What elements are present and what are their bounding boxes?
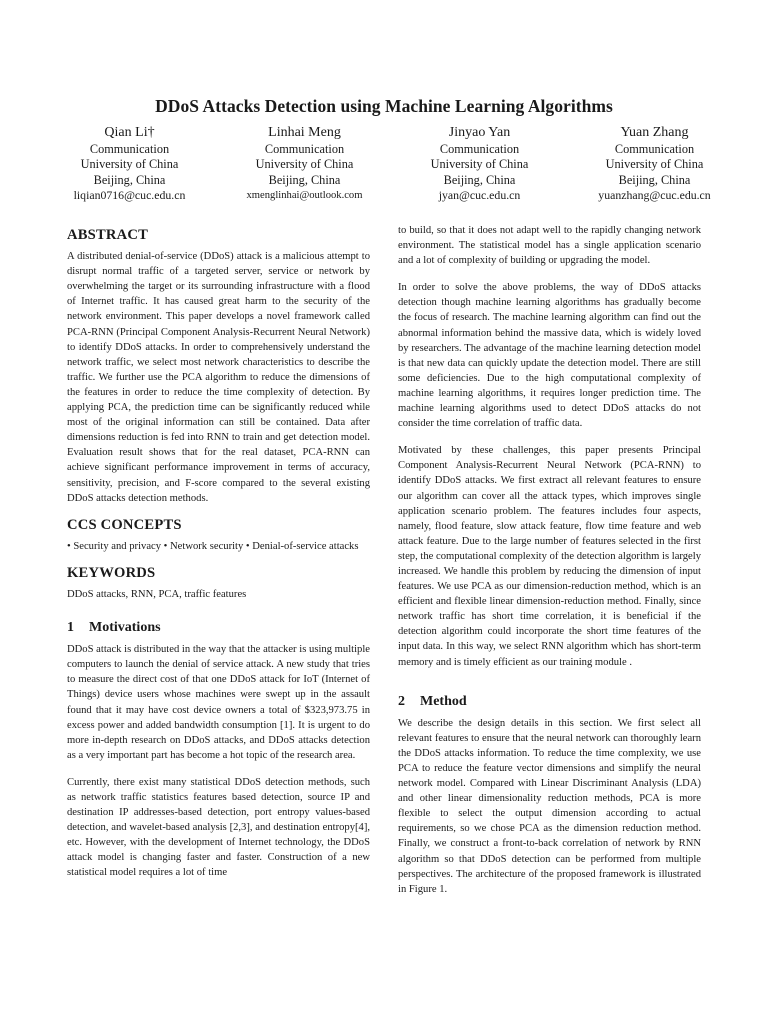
author-dept: Communication <box>89 142 170 157</box>
author-dept: Communication <box>439 142 520 157</box>
author-univ: University of China <box>430 157 529 172</box>
keywords-text: DDoS attacks, RNN, PCA, traffic features <box>67 588 247 600</box>
section-number: 2 <box>398 693 405 709</box>
author-email: yuanzhang@cuc.edu.cn <box>598 187 711 202</box>
author-dept: Communication <box>264 142 345 157</box>
author-email: jyan@cuc.edu.cn <box>438 187 521 202</box>
author-city: Beijing, China <box>268 172 341 187</box>
author-4 <box>567 125 742 203</box>
keywords-heading: KEYWORDS <box>67 564 156 581</box>
author-email: liqian0716@cuc.edu.cn <box>73 187 186 202</box>
right-column <box>398 223 701 909</box>
author-city: Beijing, China <box>93 172 166 187</box>
author-city: Beijing, China <box>618 172 691 187</box>
author-name: Yuan Zhang <box>620 125 689 140</box>
author-univ: University of China <box>605 157 704 172</box>
section-1-paragraph: In order to solve the above problems, the way of DDoS attacks detection though machine learning algorithms has gradually become the focus of research. The machine learning algorithm can find out the abnormal information behind the massive data, which is widely loved by researchers. The advantage of the machine learning detection model is that new data can quickly update the detection model. There are still some deficiencies. Due to the high computational complexity of machine learning algorithms, it requires longer prediction time. The machine learning algorithms used to detect DDoS attacks do not consider the time correlation of traffic data. <box>398 282 701 430</box>
section-title: Method <box>420 693 467 709</box>
author-1 <box>42 125 217 203</box>
ccs-text: • Security and privacy • Network security • Denial-of-service attacks <box>67 540 359 552</box>
author-3 <box>392 125 567 203</box>
author-2 <box>217 125 392 203</box>
author-block <box>42 125 742 203</box>
author-univ: University of China <box>80 157 179 172</box>
ccs-heading: CCS CONCEPTS <box>67 516 182 533</box>
section-2-paragraph: We describe the design details in this section. We first select all relevant features to ensure that the neural network can thoroughly learn the DDoS attacks information. To reduce the time complexity, we use PCA to reduce the feature vector dimensions and simplify the neural network model. Compared with Linear Discriminant Analysis (LDA) and other linear dimensionality reduction methods, PCA is more flexible to select the output dimension according to actual requirements, so we chose PCA as the dimension reduction method. Finally, we construct a front-to-back correlation of network by RNN algorithm so that DDoS detection can be performed from multiple perspectives. The architecture of the proposed framework is illustrated in Figure 1. <box>398 717 701 895</box>
section-2-heading <box>398 694 701 709</box>
author-univ: University of China <box>255 157 354 172</box>
section-1-paragraph: Currently, there exist many statistical DDoS detection methods, such as network traffic statistics features based detection, source IP and destination IP addresses-based detection, port entropy values-based detection, and wavelet-based analysis [2,3], and destination entropy[4], etc. However, with the development of Internet technology, the DDoS attack model is changing faster and faster. Construction of a new statistical model requires a lot of time <box>67 776 370 879</box>
author-name: Jinyao Yan <box>448 125 511 140</box>
section-title: Motivations <box>89 620 161 636</box>
section-1-paragraph: to build, so that it does not adapt well to the rapidly changing network environment. The statistical model has a single application scenario and a lot of complexity of building or upgrading the model. <box>398 225 701 267</box>
author-email: xmenglinhai@outlook.com <box>246 189 363 201</box>
section-1-paragraph: Motivated by these challenges, this paper presents Principal Component Analysis-Recurrent Neural Network (PCA-RNN) to identify DDoS attacks. We first extract all relevant features to ensure our algorithm can cover all the attack types, which improves single application scenario problem. The features includes four aspects, namely, flood feature, slow attack feature, flow time feature and web attack feature. Due to the large number of features selected in the first step, the computational complexity of the detection algorithm is largely increased. We handle this problem by reducing the dimension of input features. We use PCA as our dimension-reduction method, which is an efficient and flexible linear dimension-reduction method. Finally, since network traffic has short time correlation, it is beneficial if the detection algorithm could incorporate the short time features of the input data. In this way, we select RNN algorithm which has short-term memory and is timely efficient as our training module . <box>398 445 701 668</box>
abstract-heading: ABSTRACT <box>67 227 149 243</box>
paper-title: DDoS Attacks Detection using Machine Learning Algorithms <box>155 96 613 116</box>
left-column <box>67 228 370 893</box>
abstract-text: A distributed denial-of-service (DDoS) attack is a malicious attempt to disrupt normal traffic of a targeted server, service or network by overwhelming the target or its surrounding infrastructure with a flood of Internet traffic. It has caused great harm to the security of the network environment. This paper develops a novel framework called PCA-RNN (Principal Component Analysis-Recurrent Neural Network) to identify DDoS attacks. In order to comprehensively understand the network traffic, we select most network characteristics to describe the traffic. We further use the PCA algorithm to reduce the dimensions of the features in order to reduce the time complexity of detection. By applying PCA, the prediction time can be significantly reduced while most of the original information can still be contained. Data after dimensions reduction is fed into RNN to train and get detection model. Evaluation result shows that for the real dataset, PCA-RNN can achieve significant performance improvement in terms of accuracy, sensitivity, precision, and F-score compared to the several existing DDoS attacks detection methods. <box>67 251 370 504</box>
section-1-paragraph: DDoS attack is distributed in the way that the attacker is using multiple computers to launch the denial of service attack. A new study that tries to measure the direct cost of that one DDoS attack for IoT (Internet of Things) device users whose machines were swept up in the assault found that it may have cost device owners a total of $323,973.75 in excess power and added bandwidth consumption [1]. It is urgent to do more in-depth research on DDoS attacks, and DDoS attacks detection as a very important part has become a hot topic of the research area. <box>67 644 370 761</box>
section-number: 1 <box>67 620 74 636</box>
author-name: Linhai Meng <box>268 125 341 140</box>
section-1-heading <box>67 620 370 635</box>
author-name: Qian Li† <box>104 125 155 140</box>
author-dept: Communication <box>614 142 695 157</box>
author-city: Beijing, China <box>443 172 516 187</box>
